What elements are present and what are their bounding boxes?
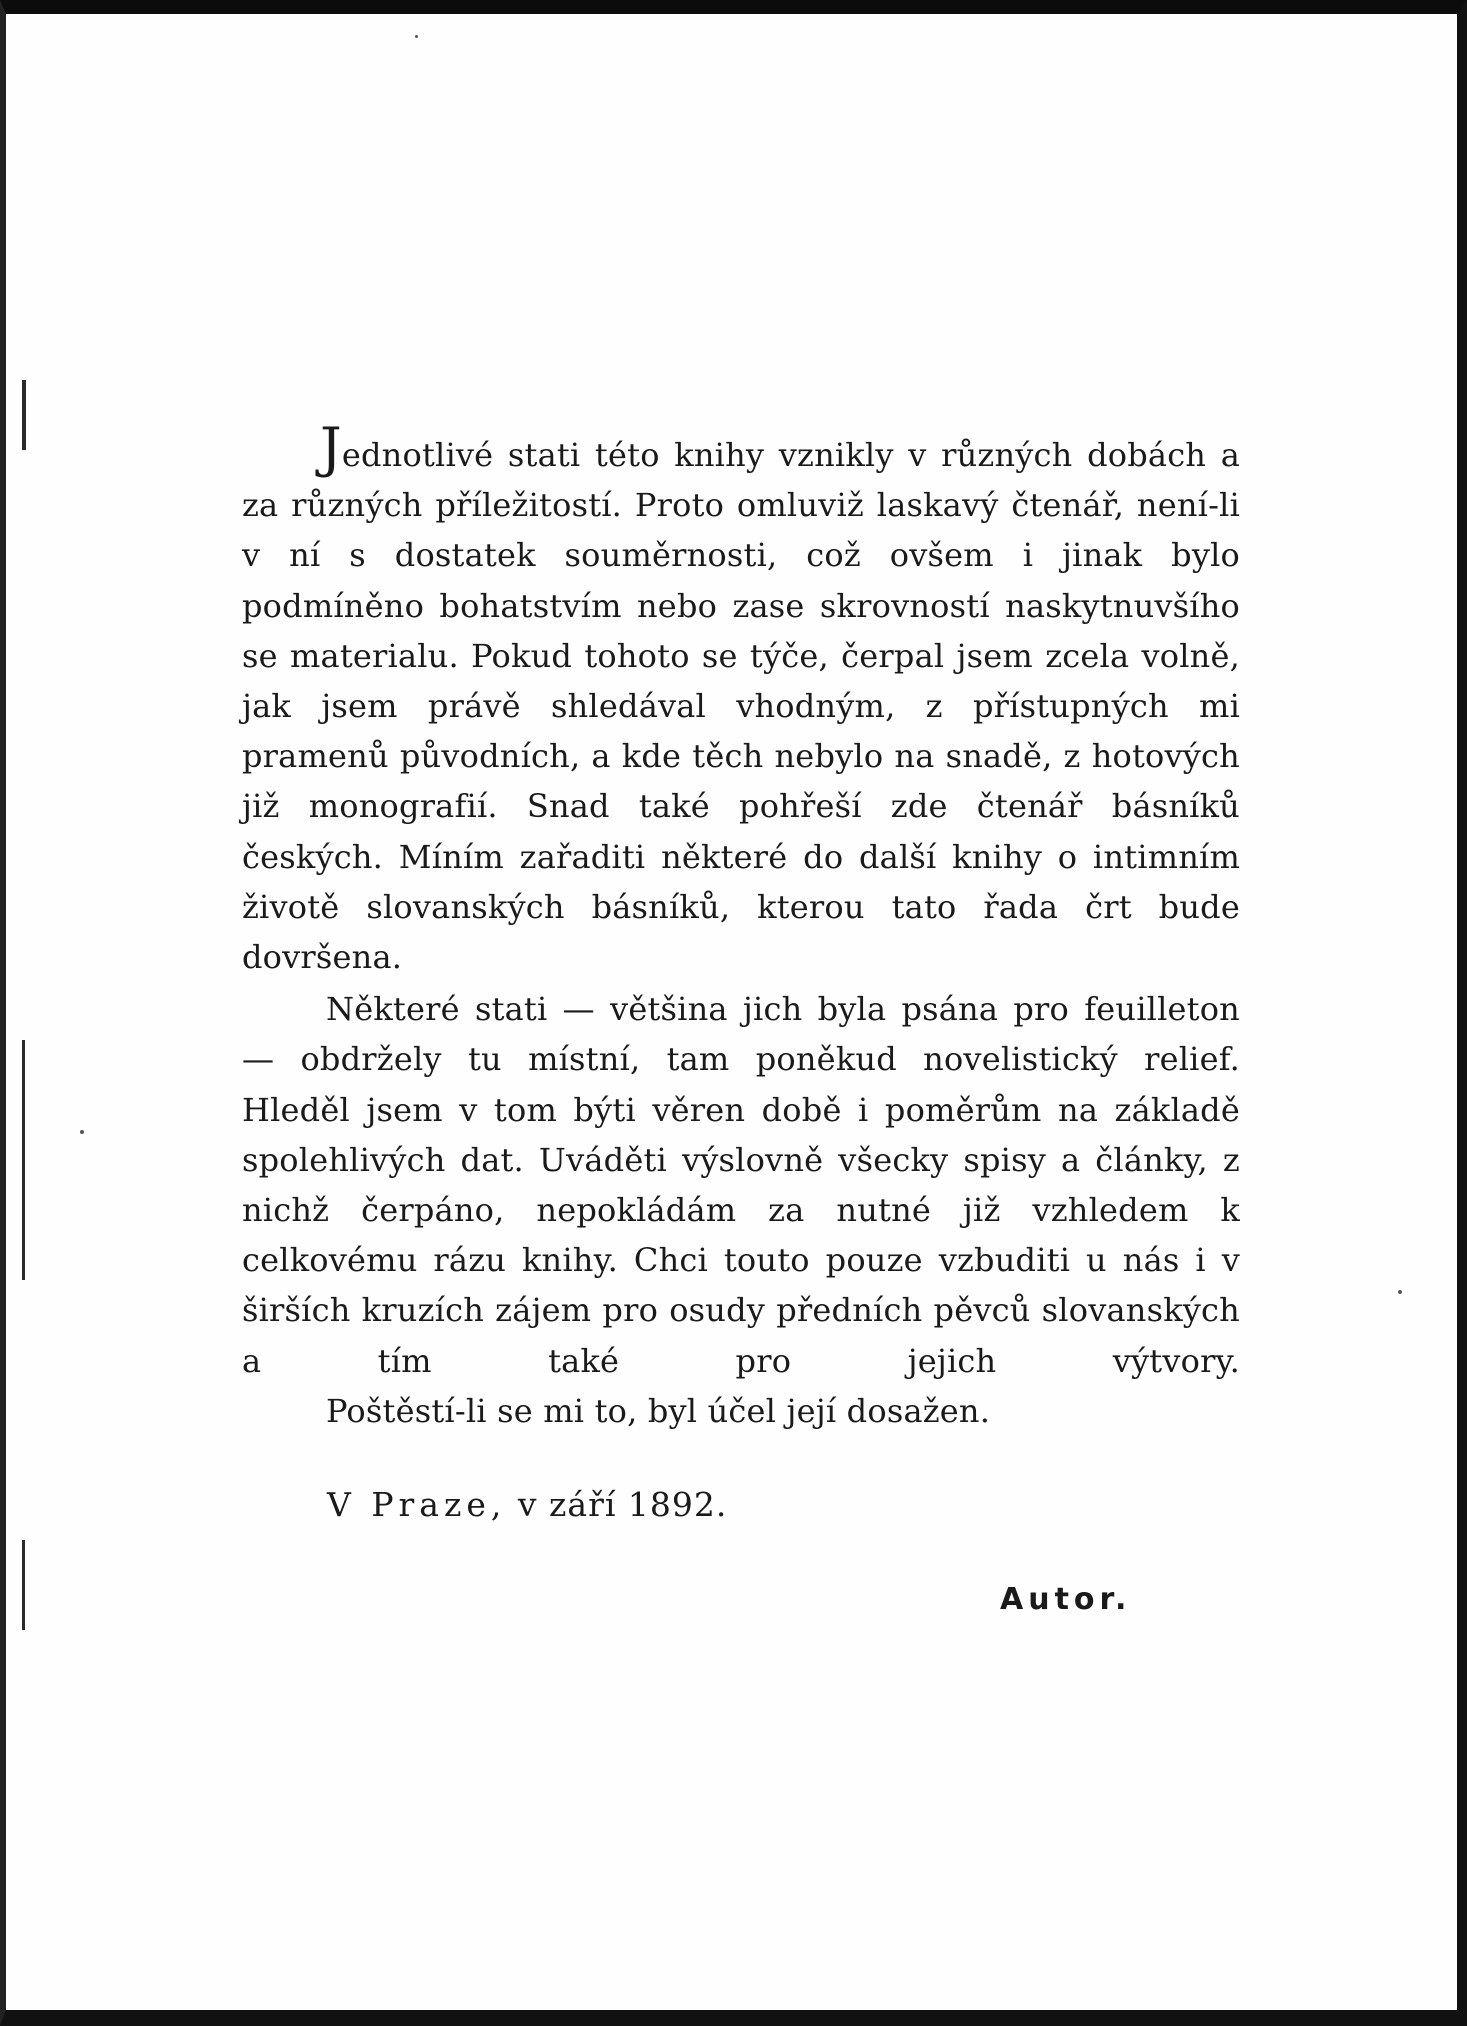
paper-speck bbox=[1398, 1290, 1402, 1294]
binding-shadow bbox=[22, 380, 26, 450]
preface-text bbox=[242, 416, 1240, 1436]
preface-paragraph-2: Některé stati — většina jich byla psána pro feuilleton — obdržely tu místní, tam poněkud novelistický relief. Hleděl jsem v tom býti věren době i poměrům na základě spolehlivých dat. Uváděti výslovně všecky spisy a články, z nichž čerpáno, nepokládám za nutné již vzhledem k celkovému rázu knihy. Chci touto pouze vzbuditi u nás i v širších kruzích zájem pro osudy předních pěvců slovanských a tím také pro jejich výtvory. bbox=[242, 990, 1240, 1380]
binding-shadow bbox=[22, 1540, 25, 1630]
preface-paragraph-3: Poštěstí-li se mi to, byl účel její dosažen. bbox=[326, 1391, 991, 1430]
paper-speck bbox=[80, 1130, 84, 1134]
place: V Praze, bbox=[327, 1485, 507, 1524]
author-signature: Autor. bbox=[1000, 1582, 1132, 1617]
paper-speck bbox=[415, 35, 418, 38]
binding-shadow bbox=[22, 1040, 25, 1280]
place-and-date bbox=[327, 1485, 727, 1524]
preface-paragraph-1: Jednotlivé stati této knihy vznikly v různých dobách a za různých příležitostí. Proto omluviž laskavý čtenář, není-li v ní s dostatek souměrnosti, což ovšem i jinak bylo podmíněno bohatstvím nebo zase skrovností naskytnuvšího se materialu. Pokud tohoto se týče, čerpal jsem zcela volně, jak jsem právě shledával vhodným, z přístupných mi pramenů původních, a kde těch nebylo na snadě, z hotových již monografií. Snad také pohřeší zde čtenář básníků českých. Míním zařaditi některé do další knihy o intimním životě slovanských básníků, kterou tato řada črt bude dovršena. bbox=[242, 416, 1240, 977]
date: v září 1892. bbox=[517, 1485, 728, 1524]
